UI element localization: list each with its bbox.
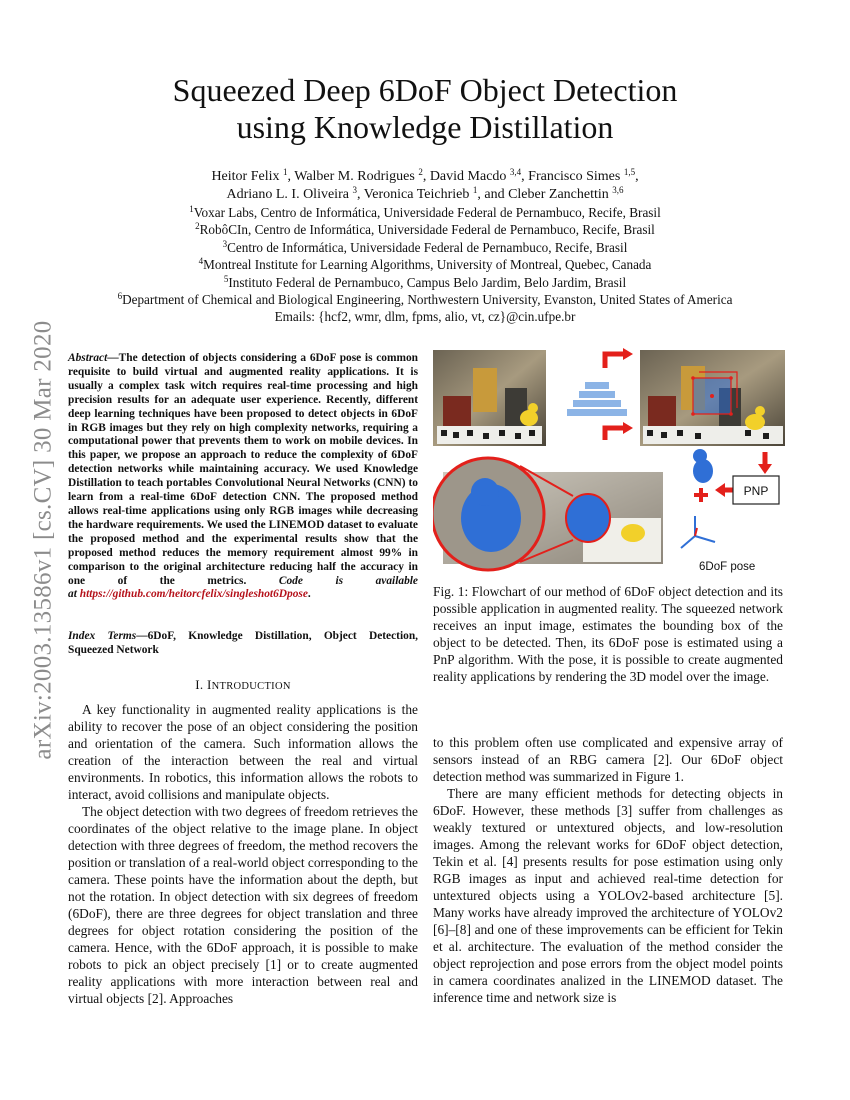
section-title: NTRODUCTION — [211, 681, 291, 692]
author-sup: 3,4 — [509, 167, 522, 177]
author-sup: 3 — [352, 185, 357, 195]
affiliation-text: Instituto Federal de Pernambuco, Campus Belo Jardim, Belo Jardim, Brasil — [228, 274, 627, 290]
axes-icon — [681, 516, 715, 548]
arxiv-identifier — [24, 290, 64, 790]
paragraph: to this problem often use complicated and expensive array of sensors instead of an RBG camera [2]. Our 6DoF object detection method was summarized in Figure 1. — [433, 735, 783, 784]
code-availability: Code is available at — [68, 574, 418, 601]
author-list — [70, 168, 780, 204]
pnp-label: PNP — [743, 484, 769, 498]
affiliation-sup: 5 — [223, 273, 229, 284]
title-line-2: using Knowledge Distillation — [236, 109, 614, 145]
author-sup: 2 — [418, 167, 423, 177]
author-name: Walber M. Rodrigues — [294, 169, 415, 184]
code-link[interactable]: https://github.com/heitorcfelix/singleshot6Dpose — [79, 588, 308, 601]
author-name: David Macdo — [429, 169, 507, 184]
flowchart-graphic — [433, 348, 785, 578]
affiliation-text: Department of Chemical and Biological Engineering, Northwestern University, Evanston, United States of America — [122, 292, 733, 308]
author-sep: , — [422, 169, 430, 184]
author-sep: , — [287, 169, 295, 184]
3d-model-icon — [693, 449, 713, 483]
arxiv-identifier-text: arXiv:2003.13586v1 [cs.CV] 30 Mar 2020 — [30, 320, 57, 760]
title-line-1: Squeezed Deep 6DoF Object Detection — [172, 72, 678, 108]
output-image — [640, 350, 785, 446]
ar-result-image — [433, 458, 663, 570]
pose-label: 6DoF pose — [699, 561, 756, 573]
emails: Emails: {hcf2, wmr, dlm, fpms, alio, vt, cz}@cin.ufpe.br — [274, 309, 576, 325]
affiliation-sup: 3 — [222, 238, 228, 249]
affiliation-list — [60, 204, 790, 326]
affiliation-text: Montreal Institute for Learning Algorithms, University of Montreal, Quebec, Canada — [203, 257, 652, 273]
affiliation — [60, 239, 790, 256]
affiliation-text: RobôCIn, Centro de Informática, Universidade Federal de Pernambuco, Recife, Brasil — [199, 222, 655, 238]
right-body-text — [433, 734, 783, 1006]
paragraph: There are many efficient methods for detecting objects in 6DoF. However, these methods [3] suffer from challenges as weakly textured or untextured objects, and low-resolution images. Among the relevant works for 6DoF object detection, Tekin et al. [4] presents results for pose estimation using only RGB images as input and achieved real-time detection for untextured objects using a YOLOv2-based architecture [5]. Many works have already improved the architecture of YOLOv2 [6]–[8] and one of these improvements can be efficient for Tekin et al. architecture. The evaluation of the method consider the object reprojection and pose errors from the object model points in camera coordinates analized in the LINEMOD dataset. The inference time and network size is — [433, 786, 783, 1005]
author-sup: 1 — [282, 167, 288, 177]
affiliation-sup: 1 — [189, 204, 194, 214]
affiliation — [60, 291, 790, 308]
plus-icon — [694, 488, 708, 502]
author-sep: , — [635, 169, 639, 184]
index-terms — [68, 630, 418, 658]
figure-caption: Fig. 1: Flowchart of our method of 6DoF object detection and its possible application in augmented reality. The squeezed network receives an input image, estimates the bounding box of the object to be detected. Then, its 6DoF pose is estimated using a PnP algorithm. With the pose, it is possible to create augmented reality applications by rendering the 3D model over the image. — [433, 584, 783, 684]
index-terms-label: Index Terms — [68, 630, 137, 642]
affiliation-text: Centro de Informática, Universidade Federal de Pernambuco, Recife, Brasil — [227, 239, 628, 255]
author-sup: 1,5 — [623, 167, 636, 177]
author-name: Veronica Teichrieb — [363, 187, 470, 202]
paragraph: A key functionality in augmented reality applications is the ability to recover the pose of an object considering the position and orientation of the camera. Such information allows the creation of the interaction between the real and virtual environments. In robotics, this information allows the robots to interact, avoid collisions and manipulate objects. — [68, 702, 418, 802]
left-body-text — [68, 701, 418, 1007]
affiliation — [60, 274, 790, 291]
author-sup: 1 — [472, 185, 478, 195]
code-suffix: . — [307, 588, 311, 601]
author-line-1 — [70, 168, 780, 186]
author-name: Adriano L. I. Oliveira — [226, 187, 349, 202]
section-numeral: I. I — [195, 677, 212, 692]
author-sep: , — [521, 169, 529, 184]
affiliation — [60, 256, 790, 273]
author-name: Francisco Simes — [528, 169, 621, 184]
paper-title — [70, 72, 780, 146]
abstract-text: The detection of objects considering a 6DoF pose is common requisite to build virtual and augmented reality applications. It is usually a complex task witch requires real-time processing and high precision results for an adequate user experience. Recently, different deep learning techniques have been proposed to detect objects in 6DoF in RGB images but they rely on high complexity networks, requiring a computational power that prevents them to work on mobile devices. In this paper, we propose an approach to reduce the complexity of 6DoF detection networks while maintaining accuracy. We used Knowledge Distillation to teach portables Convolutional Neural Networks (CNN) to learn from a real-time 6DoF detection CNN. The proposed method allows real-time applications using only RGB images while decreasing the hardware requirements. We used the LINEMOD dataset to evaluate the proposed method and the experimental results show that the proposed method reduces the memory requirement almost 99% in comparison to the original architecture reducing half the accuracy in one of the metrics. — [68, 352, 418, 587]
abstract — [68, 352, 418, 602]
index-terms-dash: — — [136, 630, 148, 642]
pnp-box — [733, 476, 779, 504]
paragraph: The object detection with two degrees of freedom retrieves the coordinates of the object relative to the image plane. In object detection with three degrees of freedom, the method recovers the position or translation of a real-world object corresponding to the camera. These points have the information about the depth, but not the rotation. In object detection with six degrees of freedom (6DoF), there are three degrees for object translation and three degrees for object rotation considering the position of the camera. Hence, with the 6DoF approach, it is possible to make robots to pick an object precisely [1] or to create augmented reality applications with more interaction between real and virtual objects [2]. Approaches — [68, 804, 418, 1006]
abstract-dash: — — [107, 352, 119, 364]
index-terms-text: 6DoF, Knowledge Distillation, Object Detection, Squeezed Network — [68, 630, 418, 656]
affiliation-sup: 6 — [117, 291, 123, 302]
affiliation — [60, 221, 790, 238]
author-sup: 3,6 — [612, 185, 624, 195]
author-name: Heitor Felix — [211, 169, 280, 184]
author-line-2 — [70, 186, 780, 204]
network-icon — [567, 382, 627, 416]
affiliation-sup: 4 — [198, 256, 204, 267]
figure-1 — [433, 348, 785, 578]
author-sep: , and — [477, 187, 509, 202]
section-heading-introduction — [68, 677, 418, 693]
affiliation — [60, 204, 790, 221]
author-sep: , — [356, 187, 364, 202]
author-name: Cleber Zanchettin — [508, 187, 609, 202]
input-image — [433, 350, 546, 446]
affiliation-text: Voxar Labs, Centro de Informática, Universidade Federal de Pernambuco, Recife, Brasil — [193, 205, 661, 220]
abstract-label: Abstract — [68, 352, 108, 364]
affiliation-sup: 2 — [195, 221, 200, 232]
